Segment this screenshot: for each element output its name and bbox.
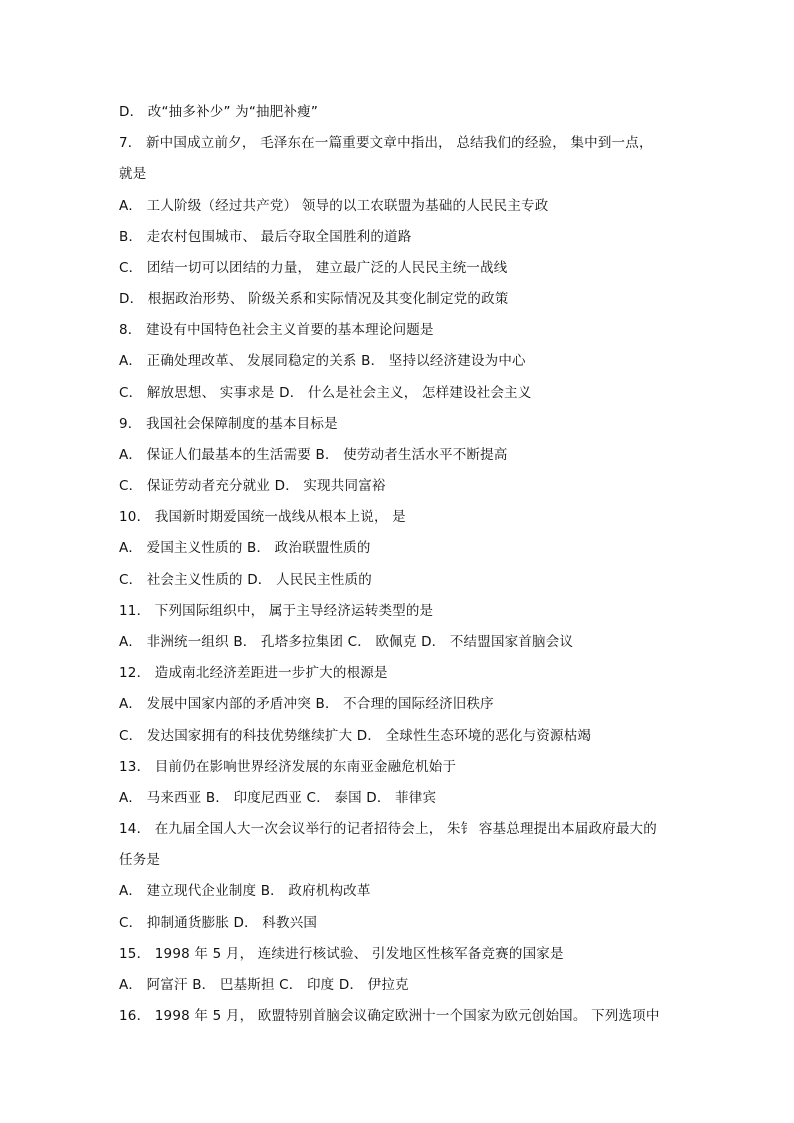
options-q15: A． 阿富汗 B． 巴基斯担 C． 印度 D． 伊拉克 <box>119 977 409 993</box>
question-16-stem: 16． 1998 年 5 月， 欧盟特别首脑会议确定欧洲十一个国家为欧元创始国。 下列选项中 <box>119 1008 660 1024</box>
options-ab-q10: A． 爱国主义性质的 B． 政治联盟性质的 <box>119 540 371 556</box>
options-cd-q10: C． 社会主义性质的 D． 人民民主性质的 <box>119 572 372 588</box>
option-d-q6: D． 改“抽多补少” 为“抽肥补瘦” <box>119 104 319 120</box>
question-8-stem: 8． 建设有中国特色社会主义首要的基本理论问题是 <box>119 322 434 338</box>
question-9-stem: 9． 我国社会保障制度的基本目标是 <box>119 416 338 432</box>
options-ab-q9: A． 保证人们最基本的生活需要 B． 使劳动者生活水平不断提高 <box>119 447 508 463</box>
option-c-q7: C． 团结一切可以团结的力量， 建立最广泛的人民民主统一战线 <box>119 260 508 276</box>
question-10-stem: 10． 我国新时期爱国统一战线从根本上说， 是 <box>119 509 406 525</box>
question-13-stem: 13． 目前仍在影响世界经济发展的东南亚金融危机始于 <box>119 759 457 775</box>
question-11-stem: 11． 下列国际组织中， 属于主导经济运转类型的是 <box>119 603 434 619</box>
question-14-stem: 14． 在九届全国人大一次会议举行的记者招待会上， 朱钅 容基总理提出本届政府最大的 <box>119 821 657 837</box>
options-cd-q9: C． 保证劳动者充分就业 D． 实现共同富裕 <box>119 478 386 494</box>
question-7-stem: 7． 新中国成立前夕， 毛泽东在一篇重要文章中指出， 总结我们的经验， 集中到一点， <box>119 135 653 151</box>
options-q13: A． 马来西亚 B． 印度尼西亚 C． 泰国 D． 菲律宾 <box>119 790 437 806</box>
question-7-stem-cont: 就是 <box>119 166 147 182</box>
options-cd-q12: C． 发达国家拥有的科技优势继续扩大 D． 全球性生态环境的恶化与资源枯竭 <box>119 728 592 744</box>
options-cd-q14: C． 抑制通货膨胀 D． 科教兴国 <box>119 915 318 931</box>
options-ab-q12: A． 发展中国家内部的矛盾冲突 B． 不合理的国际经济旧秩序 <box>119 696 494 712</box>
options-ab-q14: A． 建立现代企业制度 B． 政府机构改革 <box>119 883 371 899</box>
question-15-stem: 15． 1998 年 5 月， 连续进行核试验、 引发地区性核军备竞赛的国家是 <box>119 946 564 962</box>
options-ab-q8: A． 正确处理改革、 发展同稳定的关系 B． 坚持以经济建设为中心 <box>119 353 526 369</box>
option-b-q7: B． 走农村包围城市、 最后夺取全国胜利的道路 <box>119 229 412 245</box>
question-12-stem: 12． 造成南北经济差距进一步扩大的根源是 <box>119 665 388 681</box>
option-d-q7: D． 根据政治形势、 阶级关系和实际情况及其变化制定党的政策 <box>119 291 509 307</box>
question-14-stem-cont: 任务是 <box>119 852 161 868</box>
option-a-q7: A． 工人阶级（经过共产党） 领导的以工农联盟为基础的人民民主专政 <box>119 198 549 214</box>
options-cd-q8: C． 解放思想、 实事求是 D． 什么是社会主义， 怎样建设社会主义 <box>119 385 532 401</box>
options-q11: A． 非洲统一组织 B． 孔塔多拉集团 C． 欧佩克 D． 不结盟国家首脑会议 <box>119 634 574 650</box>
